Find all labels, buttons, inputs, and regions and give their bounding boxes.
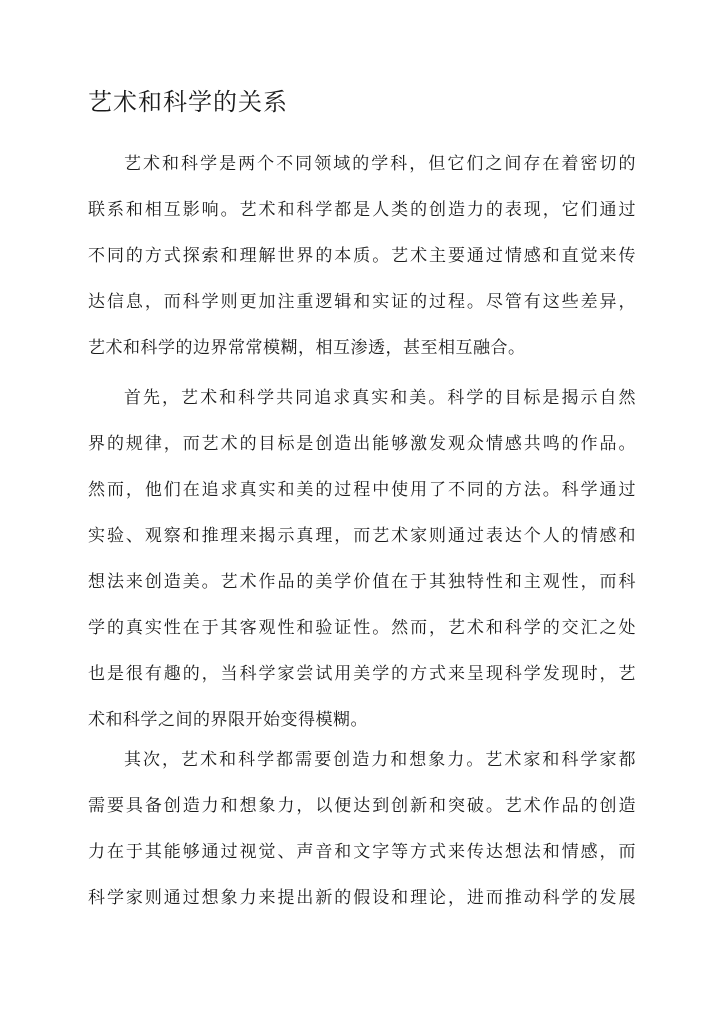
paragraph-3 (88, 737, 636, 921)
paragraph-line: 其次，艺术和科学都需要创造力和想象力。艺术家和科学家都 (124, 750, 636, 770)
paragraph-line: 然而，他们在追求真实和美的过程中使用了不同的方法。科学通过 (88, 480, 636, 500)
paragraph-1 (88, 141, 636, 371)
paragraph-2 (88, 375, 636, 743)
paragraph-line: 学的真实性在于其客观性和验证性。然而，艺术和科学的交汇之处 (88, 618, 636, 638)
paragraph-line: 达信息，而科学则更加注重逻辑和实证的过程。尽管有这些差异， (88, 292, 636, 312)
paragraph-line: 想法来创造美。艺术作品的美学价值在于其独特性和主观性，而科 (88, 572, 636, 592)
paragraph-line: 艺术和科学是两个不同领域的学科，但它们之间存在着密切的 (124, 154, 636, 174)
paragraph-line: 科学家则通过想象力来提出新的假设和理论，进而推动科学的发展 (88, 888, 636, 908)
paragraph-line: 首先，艺术和科学共同追求真实和美。科学的目标是揭示自然 (124, 388, 636, 408)
paragraph-line: 也是很有趣的，当科学家尝试用美学的方式来呈现科学发现时，艺 (88, 664, 636, 684)
paragraph-line: 界的规律，而艺术的目标是创造出能够激发观众情感共鸣的作品。 (88, 434, 636, 454)
paragraph-line: 需要具备创造力和想象力，以便达到创新和突破。艺术作品的创造 (88, 796, 636, 816)
paragraph-line: 联系和相互影响。艺术和科学都是人类的创造力的表现，它们通过 (88, 200, 636, 220)
document-title: 艺术和科学的关系 (88, 88, 288, 116)
paragraph-line: 实验、观察和推理来揭示真理，而艺术家则通过表达个人的情感和 (88, 526, 636, 546)
paragraph-line: 力在于其能够通过视觉、声音和文字等方式来传达想法和情感，而 (88, 842, 636, 862)
paragraph-line: 艺术和科学的边界常常模糊，相互渗透，甚至相互融合。 (88, 338, 526, 358)
paragraph-line: 不同的方式探索和理解世界的本质。艺术主要通过情感和直觉来传 (88, 246, 636, 266)
paragraph-line: 术和科学之间的界限开始变得模糊。 (88, 710, 368, 730)
